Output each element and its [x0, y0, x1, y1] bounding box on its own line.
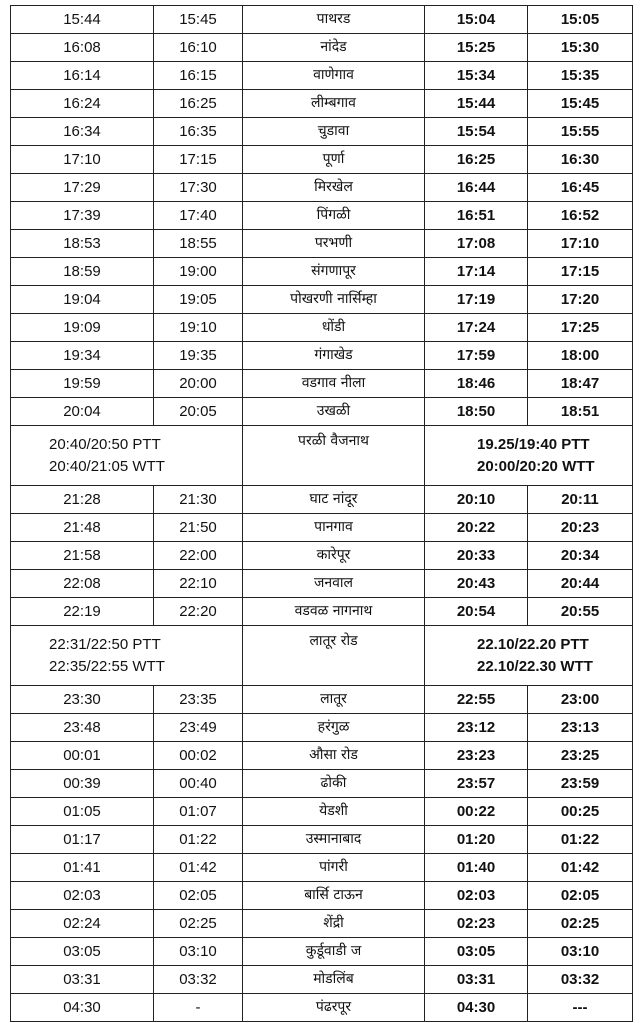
- table-row: [11, 938, 633, 966]
- station-name-cell: हरंगुळ: [243, 714, 425, 742]
- table-row: [11, 714, 633, 742]
- up-arrival-cell: 00:22: [425, 798, 528, 826]
- down-departure-cell: 01:42: [154, 854, 243, 882]
- down-departure-cell: -: [154, 994, 243, 1022]
- up-arrival-cell: 20:54: [425, 598, 528, 626]
- up-departure-cell: ---: [528, 994, 633, 1022]
- down-departure-cell: 18:55: [154, 230, 243, 258]
- up-departure-cell: 17:10: [528, 230, 633, 258]
- down-arrival-cell: 04:30: [11, 994, 154, 1022]
- station-name-cell: परळी वैजनाथ: [243, 426, 425, 486]
- up-arrival-cell: 16:25: [425, 146, 528, 174]
- station-name-cell: पंढरपूर: [243, 994, 425, 1022]
- down-arrival-cell: 17:29: [11, 174, 154, 202]
- station-name-cell: कुर्डूवाडी ज: [243, 938, 425, 966]
- down-arrival-cell: 21:28: [11, 486, 154, 514]
- up-time-line: 19.25/19:40 PTT: [477, 435, 590, 453]
- table-row: [11, 398, 633, 426]
- down-arrival-cell: 02:24: [11, 910, 154, 938]
- table-row: [11, 314, 633, 342]
- down-departure-cell: 03:32: [154, 966, 243, 994]
- station-name-cell: वाणेगाव: [243, 62, 425, 90]
- station-name-cell: लातूर: [243, 686, 425, 714]
- down-times-cell: [11, 426, 243, 486]
- up-arrival-cell: 01:40: [425, 854, 528, 882]
- down-arrival-cell: 19:04: [11, 286, 154, 314]
- up-departure-cell: 02:05: [528, 882, 633, 910]
- up-arrival-cell: 20:43: [425, 570, 528, 598]
- up-arrival-cell: 17:24: [425, 314, 528, 342]
- up-departure-cell: 01:22: [528, 826, 633, 854]
- table-row: [11, 6, 633, 34]
- down-time-line: 20:40/20:50 PTT: [49, 435, 161, 453]
- table-row: [11, 370, 633, 398]
- up-arrival-cell: 18:50: [425, 398, 528, 426]
- timetable-page: [10, 5, 632, 1022]
- station-name-cell: उखळी: [243, 398, 425, 426]
- table-row: [11, 118, 633, 146]
- up-departure-cell: 16:30: [528, 146, 633, 174]
- up-departure-cell: 18:47: [528, 370, 633, 398]
- table-row: [11, 34, 633, 62]
- down-arrival-cell: 19:59: [11, 370, 154, 398]
- down-departure-cell: 16:15: [154, 62, 243, 90]
- station-name-cell: औसा रोड: [243, 742, 425, 770]
- station-name-cell: धोंडी: [243, 314, 425, 342]
- table-row: [11, 174, 633, 202]
- station-name-cell: पूर्णा: [243, 146, 425, 174]
- station-name-cell: जनवाल: [243, 570, 425, 598]
- up-arrival-cell: 02:23: [425, 910, 528, 938]
- table-row: [11, 798, 633, 826]
- station-name-cell: कारेपूर: [243, 542, 425, 570]
- down-arrival-cell: 18:53: [11, 230, 154, 258]
- down-departure-cell: 22:20: [154, 598, 243, 626]
- down-departure-cell: 01:07: [154, 798, 243, 826]
- down-departure-cell: 19:10: [154, 314, 243, 342]
- up-departure-cell: 20:55: [528, 598, 633, 626]
- station-name-cell: नांदेड: [243, 34, 425, 62]
- down-arrival-cell: 01:41: [11, 854, 154, 882]
- up-departure-cell: 15:05: [528, 6, 633, 34]
- up-arrival-cell: 17:19: [425, 286, 528, 314]
- down-arrival-cell: 22:19: [11, 598, 154, 626]
- up-departure-cell: 15:30: [528, 34, 633, 62]
- up-departure-cell: 15:35: [528, 62, 633, 90]
- table-row: [11, 146, 633, 174]
- up-arrival-cell: 20:10: [425, 486, 528, 514]
- junction-row: [11, 626, 633, 686]
- up-departure-cell: 02:25: [528, 910, 633, 938]
- up-arrival-cell: 16:44: [425, 174, 528, 202]
- station-name-cell: चुडावा: [243, 118, 425, 146]
- down-time-line: 20:40/21:05 WTT: [49, 457, 165, 475]
- down-arrival-cell: 16:34: [11, 118, 154, 146]
- down-arrival-cell: 21:48: [11, 514, 154, 542]
- down-departure-cell: 21:30: [154, 486, 243, 514]
- up-arrival-cell: 03:31: [425, 966, 528, 994]
- down-arrival-cell: 19:34: [11, 342, 154, 370]
- station-name-cell: लातूर रोड: [243, 626, 425, 686]
- down-departure-cell: 20:00: [154, 370, 243, 398]
- up-departure-cell: 18:51: [528, 398, 633, 426]
- up-arrival-cell: 15:34: [425, 62, 528, 90]
- table-row: [11, 570, 633, 598]
- up-departure-cell: 23:25: [528, 742, 633, 770]
- down-arrival-cell: 17:10: [11, 146, 154, 174]
- down-arrival-cell: 00:39: [11, 770, 154, 798]
- up-arrival-cell: 15:44: [425, 90, 528, 118]
- up-departure-cell: 18:00: [528, 342, 633, 370]
- up-arrival-cell: 18:46: [425, 370, 528, 398]
- table-row: [11, 910, 633, 938]
- down-arrival-cell: 15:44: [11, 6, 154, 34]
- table-row: [11, 966, 633, 994]
- table-row: [11, 770, 633, 798]
- table-row: [11, 286, 633, 314]
- station-name-cell: मोडलिंब: [243, 966, 425, 994]
- table-row: [11, 486, 633, 514]
- junction-row: [11, 426, 633, 486]
- down-arrival-cell: 03:31: [11, 966, 154, 994]
- down-departure-cell: 02:05: [154, 882, 243, 910]
- up-departure-cell: 03:10: [528, 938, 633, 966]
- up-arrival-cell: 04:30: [425, 994, 528, 1022]
- station-name-cell: गंगाखेड: [243, 342, 425, 370]
- station-name-cell: बार्सि टाऊन: [243, 882, 425, 910]
- down-departure-cell: 19:00: [154, 258, 243, 286]
- down-times-cell: [11, 626, 243, 686]
- down-arrival-cell: 17:39: [11, 202, 154, 230]
- up-arrival-cell: 15:25: [425, 34, 528, 62]
- table-row: [11, 826, 633, 854]
- up-arrival-cell: 15:54: [425, 118, 528, 146]
- up-arrival-cell: 02:03: [425, 882, 528, 910]
- table-row: [11, 854, 633, 882]
- up-departure-cell: 15:45: [528, 90, 633, 118]
- up-arrival-cell: 20:33: [425, 542, 528, 570]
- up-arrival-cell: 17:08: [425, 230, 528, 258]
- down-departure-cell: 19:05: [154, 286, 243, 314]
- down-departure-cell: 16:25: [154, 90, 243, 118]
- station-name-cell: पानगाव: [243, 514, 425, 542]
- station-name-cell: उस्मानाबाद: [243, 826, 425, 854]
- up-arrival-cell: 23:12: [425, 714, 528, 742]
- station-name-cell: शेंद्री: [243, 910, 425, 938]
- down-arrival-cell: 03:05: [11, 938, 154, 966]
- down-departure-cell: 16:10: [154, 34, 243, 62]
- up-arrival-cell: 01:20: [425, 826, 528, 854]
- down-time-line: 22:31/22:50 PTT: [49, 635, 161, 653]
- table-row: [11, 202, 633, 230]
- table-row: [11, 994, 633, 1022]
- table-row: [11, 514, 633, 542]
- down-departure-cell: 17:30: [154, 174, 243, 202]
- up-arrival-cell: 16:51: [425, 202, 528, 230]
- table-row: [11, 742, 633, 770]
- up-arrival-cell: 23:57: [425, 770, 528, 798]
- table-row: [11, 686, 633, 714]
- up-arrival-cell: 22:55: [425, 686, 528, 714]
- down-departure-cell: 17:15: [154, 146, 243, 174]
- table-row: [11, 882, 633, 910]
- down-departure-cell: 17:40: [154, 202, 243, 230]
- up-departure-cell: 00:25: [528, 798, 633, 826]
- down-arrival-cell: 21:58: [11, 542, 154, 570]
- station-name-cell: ढोकी: [243, 770, 425, 798]
- station-name-cell: घाट नांदूर: [243, 486, 425, 514]
- down-arrival-cell: 16:08: [11, 34, 154, 62]
- station-name-cell: पाथरड: [243, 6, 425, 34]
- up-departure-cell: 23:00: [528, 686, 633, 714]
- up-arrival-cell: 17:59: [425, 342, 528, 370]
- up-time-line: 20:00/20:20 WTT: [477, 457, 595, 475]
- up-time-line: 22.10/22.20 PTT: [477, 635, 589, 653]
- up-departure-cell: 15:55: [528, 118, 633, 146]
- down-arrival-cell: 22:08: [11, 570, 154, 598]
- down-departure-cell: 21:50: [154, 514, 243, 542]
- up-departure-cell: 20:11: [528, 486, 633, 514]
- up-departure-cell: 23:13: [528, 714, 633, 742]
- up-departure-cell: 16:45: [528, 174, 633, 202]
- down-departure-cell: 22:10: [154, 570, 243, 598]
- down-arrival-cell: 18:59: [11, 258, 154, 286]
- up-departure-cell: 03:32: [528, 966, 633, 994]
- down-departure-cell: 20:05: [154, 398, 243, 426]
- table-row: [11, 258, 633, 286]
- up-departure-cell: 17:25: [528, 314, 633, 342]
- down-arrival-cell: 16:24: [11, 90, 154, 118]
- down-arrival-cell: 02:03: [11, 882, 154, 910]
- down-arrival-cell: 19:09: [11, 314, 154, 342]
- station-name-cell: पिंगळी: [243, 202, 425, 230]
- up-arrival-cell: 20:22: [425, 514, 528, 542]
- down-time-line: 22:35/22:55 WTT: [49, 657, 165, 675]
- down-departure-cell: 00:40: [154, 770, 243, 798]
- down-arrival-cell: 23:30: [11, 686, 154, 714]
- table-row: [11, 62, 633, 90]
- down-arrival-cell: 20:04: [11, 398, 154, 426]
- up-times-cell: [425, 426, 633, 486]
- table-row: [11, 90, 633, 118]
- down-departure-cell: 00:02: [154, 742, 243, 770]
- down-departure-cell: 01:22: [154, 826, 243, 854]
- up-departure-cell: 17:15: [528, 258, 633, 286]
- up-arrival-cell: 15:04: [425, 6, 528, 34]
- station-name-cell: मिरखेल: [243, 174, 425, 202]
- station-name-cell: परभणी: [243, 230, 425, 258]
- down-arrival-cell: 00:01: [11, 742, 154, 770]
- down-departure-cell: 23:49: [154, 714, 243, 742]
- timetable: [10, 5, 633, 1022]
- down-arrival-cell: 23:48: [11, 714, 154, 742]
- station-name-cell: येडशी: [243, 798, 425, 826]
- up-departure-cell: 20:23: [528, 514, 633, 542]
- up-arrival-cell: 23:23: [425, 742, 528, 770]
- up-departure-cell: 01:42: [528, 854, 633, 882]
- up-departure-cell: 23:59: [528, 770, 633, 798]
- up-time-line: 22.10/22.30 WTT: [477, 657, 593, 675]
- up-times-cell: [425, 626, 633, 686]
- station-name-cell: संगणापूर: [243, 258, 425, 286]
- down-departure-cell: 22:00: [154, 542, 243, 570]
- table-row: [11, 342, 633, 370]
- down-arrival-cell: 01:05: [11, 798, 154, 826]
- down-departure-cell: 16:35: [154, 118, 243, 146]
- down-arrival-cell: 01:17: [11, 826, 154, 854]
- timetable-body: [11, 6, 633, 1022]
- station-name-cell: पोखरणी नार्सिम्हा: [243, 286, 425, 314]
- down-departure-cell: 15:45: [154, 6, 243, 34]
- up-arrival-cell: 03:05: [425, 938, 528, 966]
- table-row: [11, 598, 633, 626]
- station-name-cell: पांगरी: [243, 854, 425, 882]
- station-name-cell: वडगाव नीला: [243, 370, 425, 398]
- station-name-cell: लीम्बगाव: [243, 90, 425, 118]
- up-departure-cell: 16:52: [528, 202, 633, 230]
- table-row: [11, 230, 633, 258]
- down-arrival-cell: 16:14: [11, 62, 154, 90]
- down-departure-cell: 19:35: [154, 342, 243, 370]
- station-name-cell: वडवळ नागनाथ: [243, 598, 425, 626]
- down-departure-cell: 02:25: [154, 910, 243, 938]
- up-arrival-cell: 17:14: [425, 258, 528, 286]
- down-departure-cell: 03:10: [154, 938, 243, 966]
- up-departure-cell: 17:20: [528, 286, 633, 314]
- up-departure-cell: 20:34: [528, 542, 633, 570]
- down-departure-cell: 23:35: [154, 686, 243, 714]
- table-row: [11, 542, 633, 570]
- up-departure-cell: 20:44: [528, 570, 633, 598]
